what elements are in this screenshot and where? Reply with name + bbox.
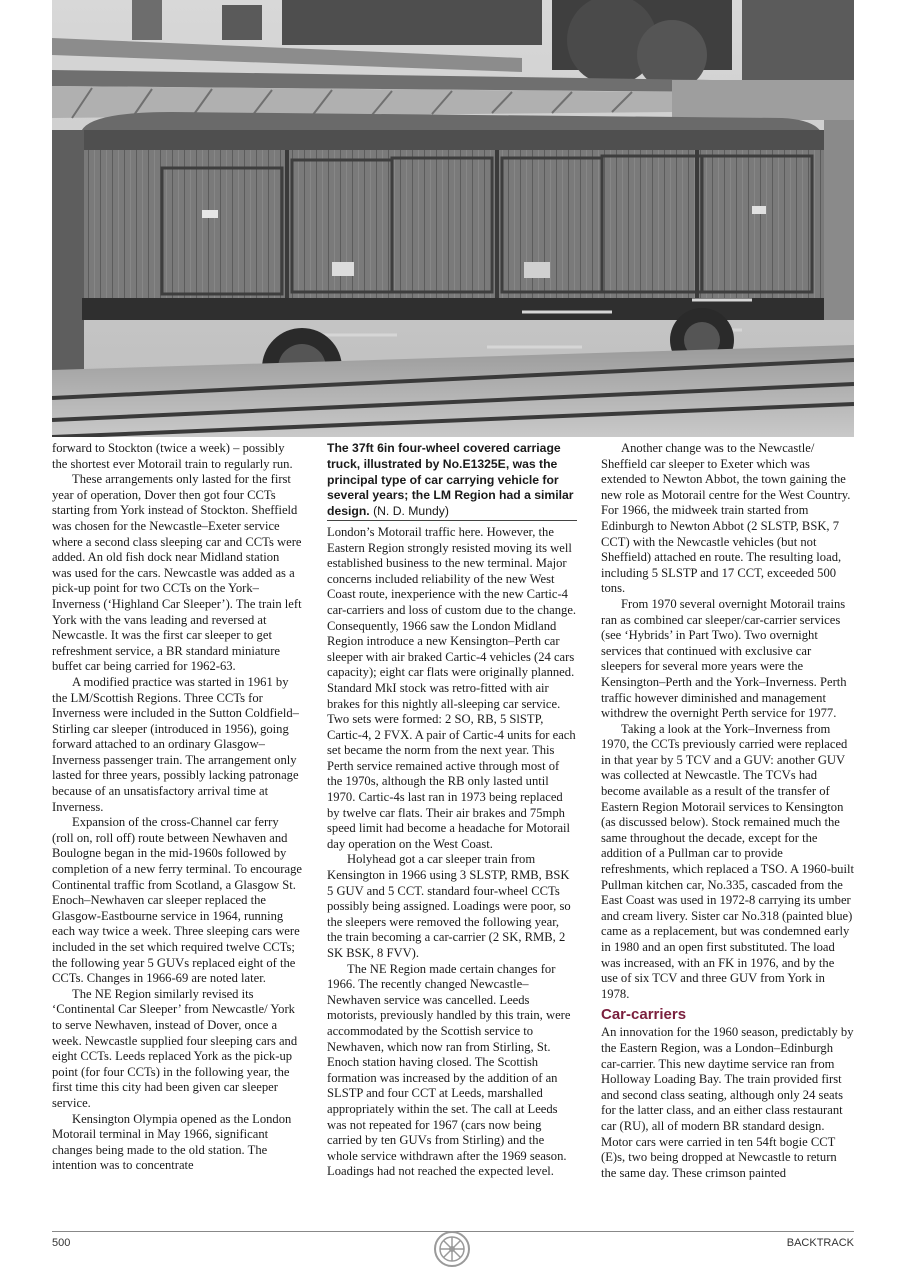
- col1-para-3: A modified practice was started in 1961 by the LM/Scottish Regions. Three CCTs for Inverness were included in the Sutton Coldfield–Stirling car sleeper (introduced in 1956), going forward attached to an ordinary Glasgow–Inverness passenger train. The arrangement only lasted for three years, possibly lacking patronage because of an unsatisfactory arrival time at Inverness.: [52, 674, 299, 814]
- page-number: 500: [52, 1237, 71, 1249]
- col2-para-1: London’s Motorail traffic here. However, the Eastern Region strongly resisted moving its well established business to the new terminal. Major concerns included reliability of the new West Coast route, inexperience with the new Cartic-4 car-carriers and loss of custom due to the change. Consequently, 1966 saw the London Midland Region introduce a new Kensington–Perth car sleeper with air braked Cartic-4 vehicles (24 cars capacity); eight car flats were originally planned. Standard MkI stock was retro-fitted with air brakes for this nightly all-sleeping car service. Two sets were formed: 2 SO, RB, 5 SlSTP, Cartic-4, 2 FVX. A pair of Cartic-4 units for each set became the norm from the next year. This Perth service remained active through most of the 1970s, although the RB only lasted until 1970. Cartic-4s last ran in 1973 being replaced by twelve car flats. Their air brakes and 75mph speed limit had become a headache for Motorail day operation on the West Coast.: [327, 524, 577, 851]
- col2-para-2: Holyhead got a car sleeper train from Kensington in 1966 using 3 SLSTP, RMB, BSK 5 GUV and 5 CCT. standard four-wheel CCTs possibly being assigned. Loadings were poor, so the sleepers were removed the following year, the train becoming a car-carrier (2 SK, RMB, 2 SK BSK, 8 FVV).: [327, 852, 571, 961]
- col1-para-1: forward to Stockton (twice a week) – possibly the shortest ever Motorail train to regularly run.: [52, 441, 293, 471]
- col1-para-2: These arrangements only lasted for the first year of operation, Dover then got four CCTs starting from York instead of Stockton. Sheffield was chosen for the Newcastle–Exeter service where a second class sleeping car and CCTs were added. An old fish dock near Midland station was used for the cars. Newcastle was added as a pick-up point for two CCTs on the York–Inverness (‘Highland Car Sleeper’). The train left York with the vans leading and reversed at Newcastle. It was the first car sleeper to get refreshment service, a BR standard miniature buffet car being carried for 1962-63.: [52, 472, 302, 674]
- wheel-emblem-icon: [433, 1230, 471, 1268]
- col3-para-4: An innovation for the 1960 season, predictably by the Eastern Region, was a London–Edinburgh car-carrier. This new daytime service ran from Holloway Loading Bay. The train provided first and second class seating, although only 24 seats for the latter class, and an either class restaurant car (RU), all of modern BR standard design. Motor cars were carried in ten 54ft bogie CCT (E)s, two being dropped at Newcastle to return the same day. These crimson painted: [601, 1025, 854, 1180]
- caption-text: The 37ft 6in four-wheel covered carriage truck, illustrated by No.E1325E, was the principal type of car carrying vehicle for several years; the LM Region had a similar design.: [327, 441, 574, 519]
- col3-para-1: Another change was to the Newcastle/ Sheffield car sleeper to Exeter which was extended to Newton Abbot, the town gaining the new role as Motorail centre for the West Country. For 1966, the midweek train started from Edinburgh to Newton Abbot (2 SLSTP, BSK, 7 CCT) with the Newcastle vehicles (but not Sheffield) attached en route. The resulting load, including 5 SLSTP and 17 CCT, exceeded 500 tons.: [601, 441, 851, 596]
- train-photograph: [52, 0, 854, 437]
- column-3: [601, 441, 854, 1181]
- caption-credit: (N. D. Mundy): [373, 504, 449, 519]
- magazine-name: BACKTRACK: [786, 1237, 854, 1249]
- column-1: [52, 441, 302, 1174]
- col3-para-3: Taking a look at the York–Inverness from 1970, the CCTs previously carried were replaced in that year by 5 TCV and a GUV: another GUV was collected at Newcastle. The TCVs had become available as a result of the transfer of Eastern Region Motorail services to Kensington (as discussed below). Stock remained much the same throughout the decade, except for the addition of a Pullman car to provide refreshments, which replaced a TSO. A 1960-built Pullman kitchen car, No.335, cascaded from the East Coast was used in 1972-8 carrying its umber and cream livery. Sister car No.318 (painted blue) came as a replacement, but was condemned early in 1980 and an open first substituted. The load was increased, with an FK in 1976, and by the use of six TCV and three GUV from York in 1978.: [601, 721, 854, 1001]
- col3-para-2: From 1970 several overnight Motorail trains ran as combined car sleeper/car-carrier services (see ‘Hybrids’ in Part Two). Two overnight services that continued with exclusive car sleepers for several more years were the Kensington–Perth and the York–Inverness. Perth traffic however diminished and management withdrew the overnight Perth service for 1977.: [601, 596, 847, 721]
- section-heading: Car-carriers: [601, 1006, 687, 1024]
- column-2: [327, 441, 577, 1180]
- col1-para-5: The NE Region similarly revised its ‘Continental Car Sleeper’ from Newcastle/ York to serve Newhaven, instead of Dover, once a week. Newcastle supplied four sleeping cars and eight CCTs. Leeds replaced York as the pick-up point (for four CCTs) in the following year, the first time this city had been given car sleeper service.: [52, 986, 298, 1110]
- col2-para-3: The NE Region made certain changes for 1966. The recently changed Newcastle–Newhaven service was cancelled. Leeds motorists, previously handled by this train, were accommodated by the Scottish service to Newhaven, which now ran from Stirling, St. Enoch station having closed. The Scottish formation was increased by the addition of an SLSTP and four CCT at Leeds, marshalled appropriately within the set. The call at Leeds was not repeated for 1967 (cars now being carried by ten GUVs from Stirling) and the whole service withdrawn after the 1969 season. Loadings had not reached the expected level.: [327, 961, 571, 1179]
- col1-para-6: Kensington Olympia opened as the London Motorail terminal in May 1966, significant changes being made to the old station. The intention was to concentrate: [52, 1111, 292, 1173]
- caption-divider: [327, 520, 577, 521]
- photo-caption: [327, 441, 577, 520]
- col1-para-4: Expansion of the cross-Channel car ferry (roll on, roll off) route between Newhaven and Boulogne began in the mid-1960s followed by completion of a new ferry terminal. To encourage Continental traffic from Scotland, a Glasgow St. Enoch–Newhaven car sleeper replaced the Glasgow-Eastbourne service in 1964, running each way twice a week. Three sleeping cars were included in the set which required twelve CCTs; the following year 5 GUVs replaced eight of the CCTs. Changes in 1966-69 are noted later.: [52, 815, 302, 986]
